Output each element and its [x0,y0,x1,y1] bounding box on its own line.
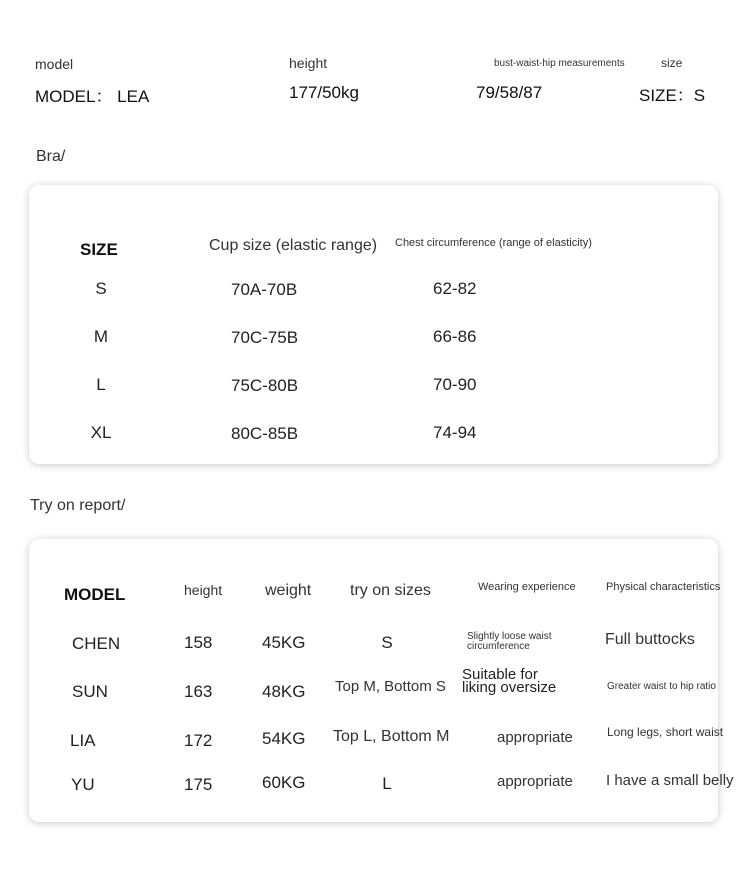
tryon-header-sizes: try on sizes [350,582,431,599]
size-value: SIZE：S [639,86,706,105]
height-label: height [289,55,328,71]
tryon-row-physical: I have a small belly [606,772,734,789]
tryon-row-sizes: Top L, Bottom M [333,728,450,745]
bra-size-table [29,185,718,464]
tryon-header-weight: weight [265,582,312,599]
measurements-label: bust-waist-hip measurements [494,58,625,69]
tryon-row-sizes: Top M, Bottom S [335,678,446,695]
tryon-header-model: MODEL [64,585,126,604]
tryon-row-model: SUN [72,682,108,701]
bra-row-cup: 70C-75B [231,328,299,347]
bra-header-size: SIZE [80,240,118,259]
tryon-row-weight: 48KG [262,682,306,701]
tryon-row-weight: 54KG [262,729,306,748]
tryon-row-experience: appropriate [497,729,573,746]
tryon-row-weight: 60KG [262,773,306,792]
tryon-header-experience: Wearing experience [478,581,576,593]
bra-header-chest: Chest circumference (range of elasticity) [395,237,592,249]
measurements-value: 79/58/87 [476,83,543,102]
bra-row-size: XL [90,423,112,442]
tryon-row-physical: Long legs, short waist [607,725,724,739]
model-label: model [35,56,74,72]
tryon-header-height: height [184,582,223,598]
tryon-row-model: YU [71,775,95,794]
bra-row-chest: 70-90 [433,375,477,394]
tryon-row-experience: Suitable for liking oversize [462,666,557,696]
bra-row-cup: 75C-80B [231,376,299,395]
bra-row-chest: 74-94 [433,423,477,442]
tryon-row-experience: Slightly loose waist circumference [467,631,552,652]
tryon-row-model: CHEN [72,634,121,653]
tryon-header-physical: Physical characteristics [606,581,721,593]
tryon-row-weight: 45KG [262,633,306,652]
tryon-row-height: 163 [184,682,213,701]
bra-row-cup: 80C-85B [231,424,299,443]
bra-row-cup: 70A-70B [231,280,298,299]
height-value: 177/50kg [289,83,359,102]
bra-section-title: Bra/ [36,148,66,165]
tryon-row-height: 172 [184,731,213,750]
bra-row-chest: 62-82 [433,279,477,298]
bra-row-chest: 66-86 [433,327,477,346]
tryon-row-physical: Full buttocks [605,631,695,648]
tryon-row-height: 158 [184,633,213,652]
bra-row-size: M [93,327,109,346]
tryon-row-sizes: L [382,774,392,793]
model-value: MODEL： LEA [35,87,150,106]
tryon-section-title: Try on report/ [30,497,126,514]
tryon-row-sizes: S [381,633,393,652]
tryon-row-height: 175 [184,775,213,794]
bra-row-size: L [96,375,106,394]
tryon-row-physical: Greater waist to hip ratio [607,681,716,692]
size-label: size [661,56,683,70]
bra-header-cup: Cup size (elastic range) [209,237,378,254]
tryon-row-experience: appropriate [497,773,573,790]
tryon-row-model: LIA [70,731,96,750]
bra-row-size: S [95,279,107,298]
tryon-report-table [29,539,734,822]
